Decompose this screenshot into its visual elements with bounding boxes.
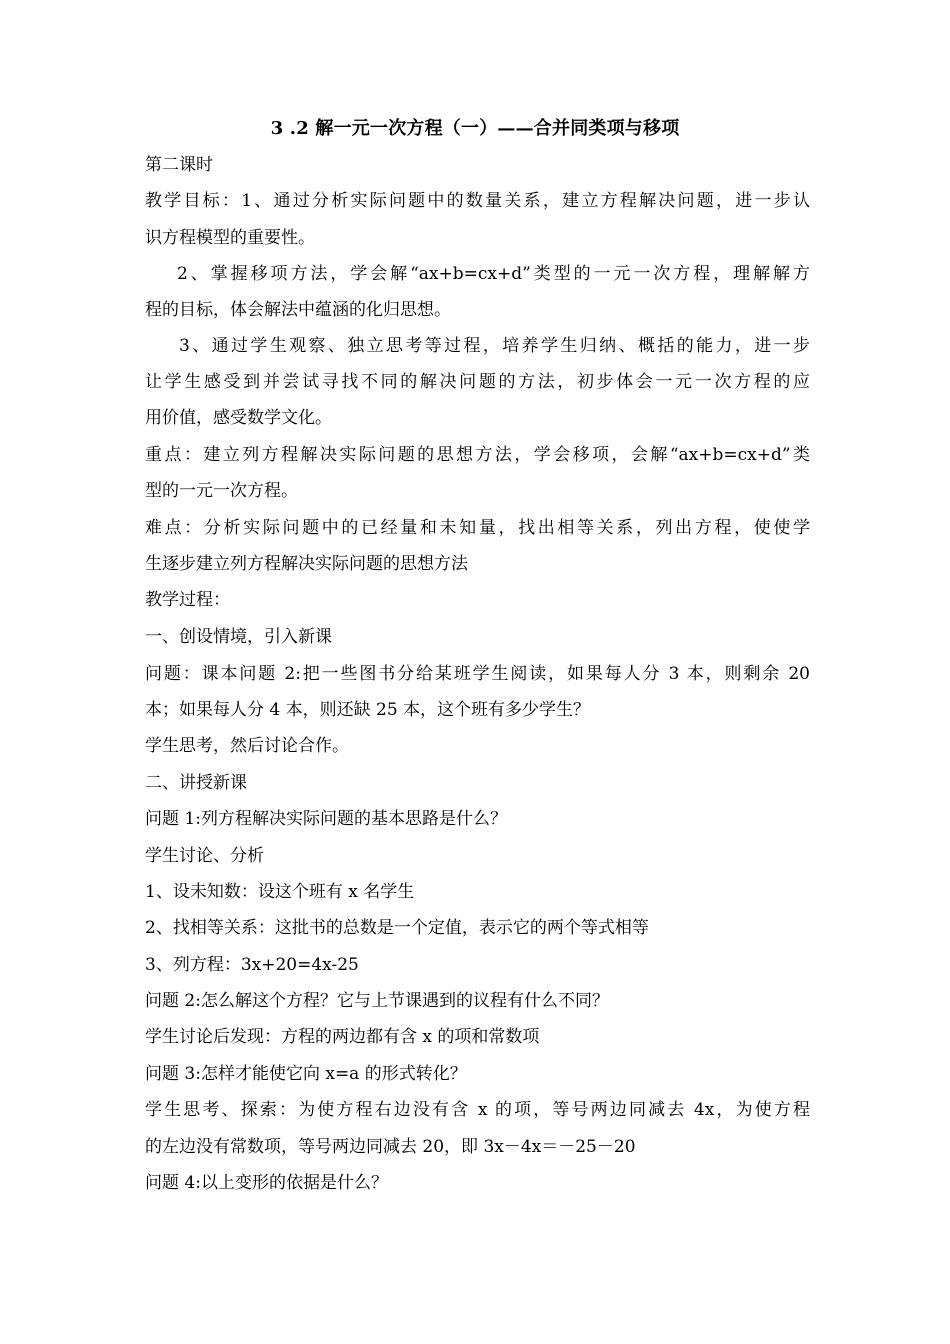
exploration-line-2: 的左边没有常数项，等号两边同减去 20，即 3x－4x＝－25－20 [145,1137,636,1157]
question-4: 问题 4:以上变形的依据是什么？ [145,1173,388,1193]
difficulty-line-2: 生逐步建立列方程解决实际问题的思想方法 [145,554,468,574]
objective-3-line-3: 用价值，感受数学文化。 [145,408,332,428]
student-thinking: 学生思考，然后讨论合作。 [145,736,349,756]
discussion-finding: 学生讨论后发现：方程的两边都有含 x 的项和常数项 [145,1027,540,1047]
objective-2-line-2: 程的目标，体会解法中蕴涵的化归思想。 [145,300,451,320]
problem-line-1: 问题：课本问题 2:把一些图书分给某班学生阅读，如果每人分 3 本，则剩余 20 [145,664,810,684]
key-point-line-2: 型的一元一次方程。 [145,481,298,501]
section-1-heading: 一、创设情境，引入新课 [145,627,332,647]
document-title: 3 .2 解一元一次方程（一）——合并同类项与移项 [270,118,680,139]
question-2: 问题 2:怎么解这个方程？它与上节课遇到的议程有什么不同？ [145,991,609,1011]
difficulty-line-1: 难点：分析实际问题中的已经量和未知量，找出相等关系，列出方程，使使学 [145,518,810,538]
objective-2-line-1: 2、掌握移项方法，学会解“ax+b=cx+d”类型的一元一次方程，理解解方 [177,264,810,284]
objective-line-2: 识方程模型的重要性。 [145,228,315,248]
objective-3-line-2: 让学生感受到并尝试寻找不同的解决问题的方法，初步体会一元一次方程的应 [145,372,810,392]
question-1: 问题 1:列方程解决实际问题的基本思路是什么？ [145,809,507,829]
exploration-line-1: 学生思考、探索：为使方程右边没有含 x 的项，等号两边同减去 4x，为使方程 [145,1100,810,1120]
teaching-process-heading: 教学过程： [145,590,230,610]
section-2-heading: 二、讲授新课 [145,773,247,793]
step-3: 3、列方程：3x+20=4x-25 [145,955,359,975]
objective-line-1: 教学目标：1、通过分析实际问题中的数量关系，建立方程解决问题，进一步认 [145,191,810,211]
problem-line-2: 本；如果每人分 4 本，则还缺 25 本，这个班有多少学生？ [145,700,591,720]
step-1: 1、设未知数：设这个班有 x 名学生 [145,882,415,902]
student-discussion: 学生讨论、分析 [145,846,264,866]
step-2: 2、找相等关系：这批书的总数是一个定值，表示它的两个等式相等 [145,918,649,938]
objective-3-line-1: 3、通过学生观察、独立思考等过程，培养学生归纳、概括的能力，进一步 [179,336,810,356]
question-3: 问题 3:怎样才能使它向 x=a 的形式转化？ [145,1064,467,1084]
key-point-line-1: 重点：建立列方程解决实际问题的思想方法，学会移项，会解“ax+b=cx+d”类 [145,445,810,465]
lesson-period: 第二课时 [145,155,213,175]
